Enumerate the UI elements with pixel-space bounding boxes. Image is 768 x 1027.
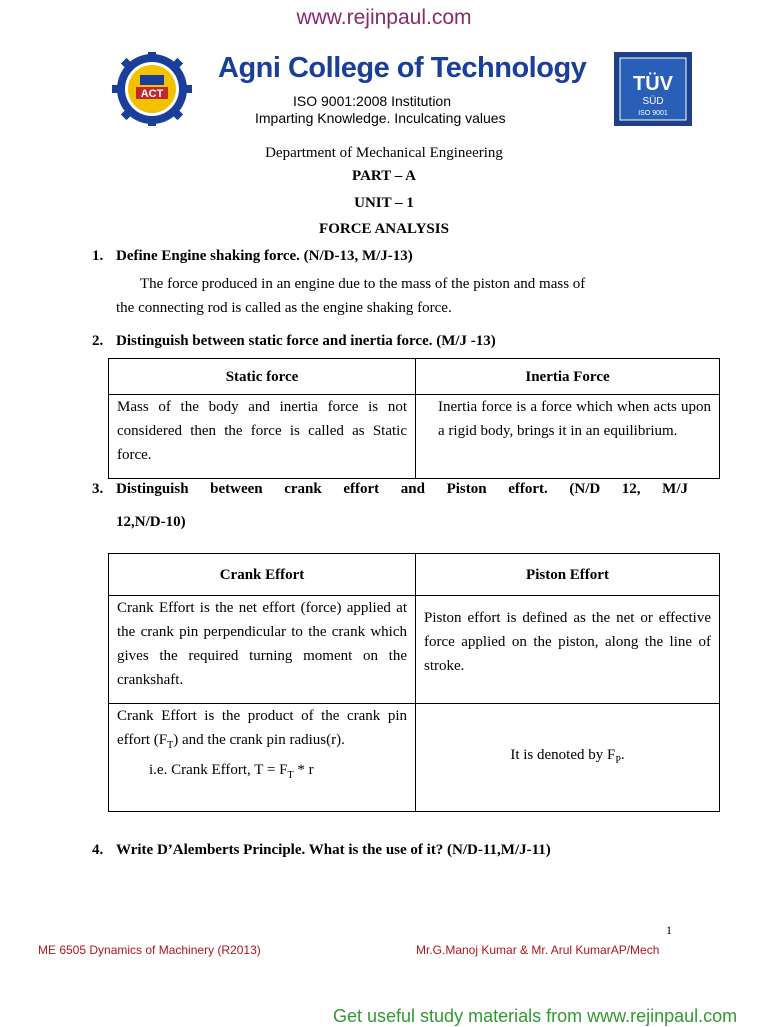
college-motto: Imparting Knowledge. Inculcating values [255,110,506,126]
unit-title: UNIT – 1 [354,195,414,211]
static-force-definition: Mass of the body and inertia force is not considered then the force is called as Static force. [109,395,416,479]
tuv-certification-icon [614,52,692,126]
crank-piston-table [108,553,720,812]
question-2: 2. Distinguish between static force and inertia force. (M/J -13) [92,333,496,349]
crank-effort-header: Crank Effort [109,554,416,596]
question-4: 4. Write D’Alemberts Principle. What is the use of it? (N/D-11,M/J-11) [92,842,551,858]
bottom-website-banner: Get useful study materials from www.rejinpaul.com [333,1006,738,1026]
page-number: 1 [666,923,672,937]
static-force-header: Static force [109,359,416,395]
question-3: 3. Distinguish between crank effort and Piston effort. (N/D 12, M/J [92,481,688,497]
course-footer: ME 6505 Dynamics of Machinery (R2013) [38,943,261,957]
college-name: Agni College of Technology [218,52,587,84]
piston-effort-definition: Piston effort is defined as the net or effective force applied on the piston, along the line of stroke. [416,596,720,704]
department-title: Department of Mechanical Engineering [265,145,503,161]
top-website-url: www.rejinpaul.com [296,6,472,29]
answer-1-line-2: the connecting rod is called as the engine shaking force. [116,300,452,316]
question-1: 1. Define Engine shaking force. (N/D-13, M/J-13) [92,248,413,264]
static-inertia-table [108,358,720,479]
inertia-force-header: Inertia Force [416,359,720,395]
svg-text:ACT: ACT [140,88,164,100]
piston-effort-symbol: It is denoted by $F_P$. [416,704,720,812]
crank-effort-formula: i.e. Crank Effort, $T = F_T * r$ [149,762,314,781]
piston-effort-header: Piston Effort [416,554,720,596]
svg-text:ISO 9001: ISO 9001 [638,110,668,117]
crank-effort-definition: Crank Effort is the net effort (force) applied at the crank pin perpendicular to the crank which gives the required turning moment on the crankshaft. [109,596,416,704]
answer-1-line-1: The force produced in an engine due to the mass of the piston and mass of [140,276,586,292]
question-3-continued: 12,N/D-10) [116,514,186,530]
crank-effort-product: Crank Effort is the product of the crank pin effort $(F_T)$ and the crank pin radius(r). i.e. Crank Effort, $T = F_T * r$ [109,704,416,812]
college-logo-icon [100,52,204,126]
part-title: PART – A [352,168,416,184]
iso-certification-line: ISO 9001:2008 Institution [293,93,451,109]
svg-text:SÜD: SÜD [642,96,664,107]
svg-text:TÜV: TÜV [633,73,673,95]
inertia-force-definition: Inertia force is a force which when acts upon a rigid body, brings it in an equilibrium. [416,395,720,479]
topic-title: FORCE ANALYSIS [319,221,449,237]
authors-footer: Mr.G.Manoj Kumar & Mr. Arul KumarAP/Mech [416,943,660,957]
